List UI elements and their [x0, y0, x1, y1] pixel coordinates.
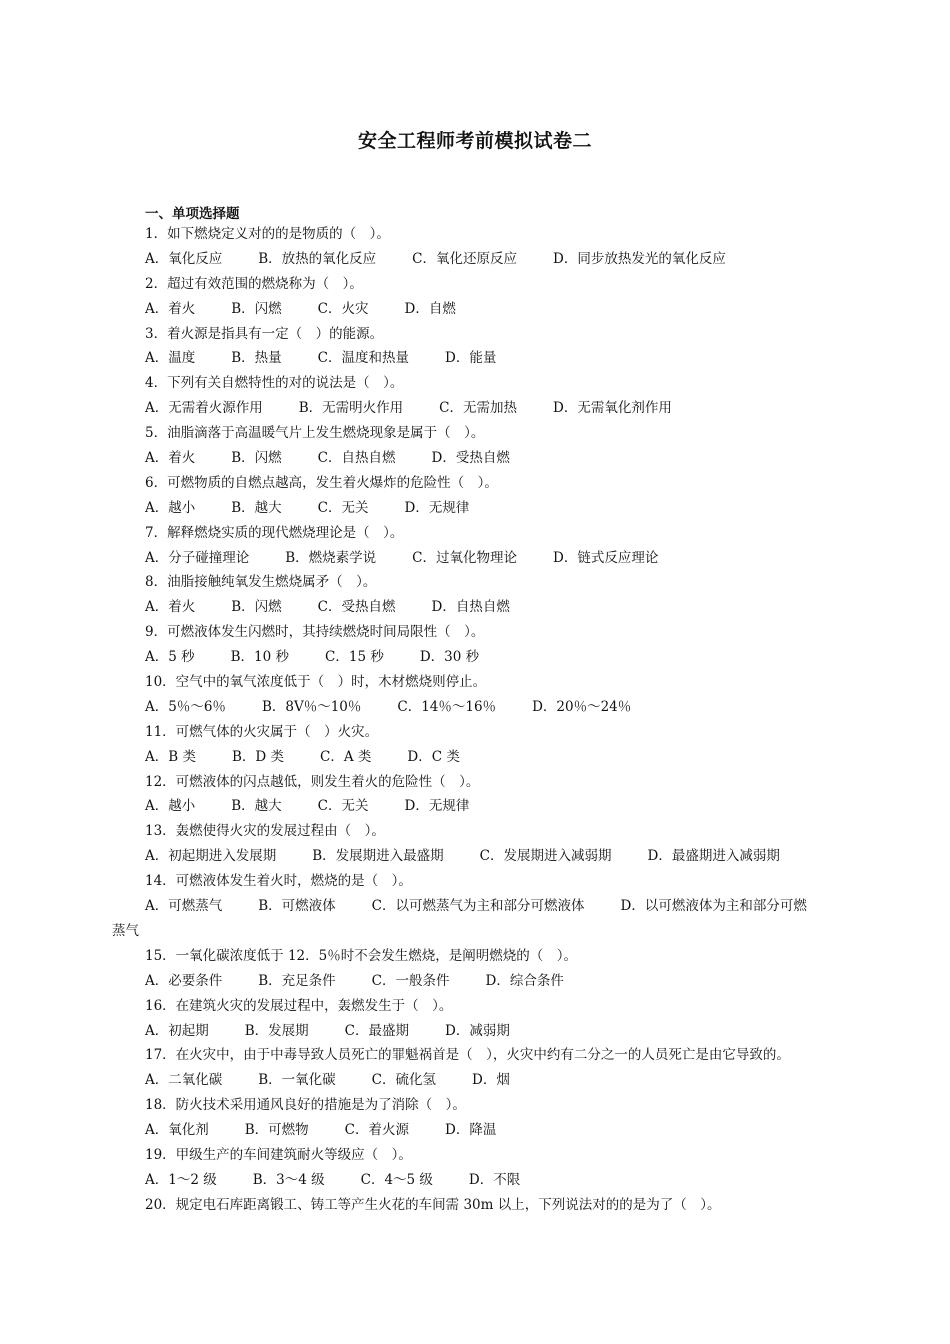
question-text: 17．在火灾中，由于中毒导致人员死亡的罪魁祸首是（ ），火灾中约有二分之一的人员死亡是由它导致的。	[145, 1047, 790, 1064]
option-item: B．放热的氧化反应	[258, 250, 377, 267]
options-row	[145, 1019, 845, 1044]
options-row	[145, 496, 845, 521]
question-text: 14．可燃液体发生着火时，燃烧的是（ ）。	[145, 873, 412, 890]
options-row	[145, 346, 845, 371]
options-row	[145, 297, 845, 322]
section-heading: 一、单项选择题	[145, 206, 240, 222]
option-item: D．无规律	[404, 798, 470, 815]
option-item: B．越大	[231, 798, 282, 815]
option-item: C．14％～16％	[397, 698, 497, 715]
option-continuation: 蒸气	[112, 922, 139, 939]
question-text: 19．甲级生产的车间建筑耐火等级应（ ）。	[145, 1146, 412, 1163]
option-item: C．15 秒	[325, 649, 384, 666]
option-item: C．硫化氢	[371, 1072, 437, 1089]
options-row	[145, 1118, 845, 1143]
option-item: D．不限	[468, 1171, 521, 1188]
option-item: A．初起期	[145, 1022, 209, 1039]
option-item: D．综合条件	[485, 972, 564, 989]
options-row	[145, 546, 845, 571]
option-item: C．4～5 级	[360, 1171, 433, 1188]
option-item: B．可燃物	[244, 1122, 309, 1139]
option-item: B．一氧化碳	[258, 1072, 336, 1089]
option-item: A．可燃蒸气	[145, 898, 223, 915]
option-item: C．温度和热量	[317, 350, 410, 367]
option-item: C．受热自燃	[317, 599, 396, 616]
option-item: A．必要条件	[145, 972, 223, 989]
question-text: 16．在建筑火灾的发展过程中，轰燃发生于（ ）。	[145, 997, 453, 1014]
question-text: 8．油脂接触纯氧发生燃烧属矛（ ）。	[145, 574, 377, 591]
option-item: C．A 类	[320, 748, 372, 765]
options-row	[145, 794, 845, 819]
options-row	[145, 695, 845, 720]
option-item: D．减弱期	[445, 1022, 510, 1039]
options-row	[145, 844, 845, 869]
option-item: A．二氧化碳	[145, 1072, 223, 1089]
option-item: C．自热自燃	[317, 450, 396, 467]
option-item: D．无需氧化剂作用	[553, 400, 672, 417]
option-item: D．同步放热发光的氧化反应	[553, 250, 726, 267]
options-row	[145, 1168, 845, 1193]
question-text: 20．规定电石库距离锻工、铸工等产生火花的车间需 30m 以上，下列说法对的的是为了（ ）。	[145, 1196, 721, 1213]
option-item: C．最盛期	[344, 1022, 410, 1039]
option-item: D．自热自燃	[431, 599, 510, 616]
option-item: B．发展期	[244, 1022, 309, 1039]
option-item: A．氧化反应	[145, 250, 223, 267]
options-row	[145, 645, 845, 670]
option-item: D．链式反应理论	[553, 549, 659, 566]
option-item: B．3～4 级	[252, 1171, 325, 1188]
option-item: C．着火源	[344, 1122, 410, 1139]
option-item: B．10 秒	[230, 649, 290, 666]
option-item: B．可燃液体	[258, 898, 336, 915]
options-row	[145, 894, 845, 919]
option-item: D．以可燃液体为主和部分可燃	[620, 898, 807, 915]
question-text: 9．可燃液体发生闪燃时，其持续燃烧时间局限性（ ）。	[145, 624, 485, 641]
option-item: B．闪燃	[231, 450, 282, 467]
options-row	[145, 446, 845, 471]
option-item: C．无关	[317, 499, 369, 516]
question-text: 10．空气中的氧气浓度低于（ ）时，木材燃烧则停止。	[145, 674, 487, 691]
option-item: A．温度	[145, 350, 196, 367]
option-item: B．发展期进入最盛期	[312, 848, 444, 865]
option-item: B．无需明火作用	[298, 400, 404, 417]
option-item: A．无需着火源作用	[145, 400, 263, 417]
question-text: 15．一氧化碳浓度低于 12．5％时不会发生燃烧，是阐明燃烧的（ ）。	[145, 947, 577, 964]
question-text: 1．如下燃烧定义对的的是物质的（ ）。	[145, 226, 390, 242]
option-item: A．越小	[145, 499, 196, 516]
option-item: C．一般条件	[371, 972, 450, 989]
options-row	[145, 1068, 845, 1093]
question-text: 6．可燃物质的自燃点越高，发生着火爆炸的危险性（ ）。	[145, 474, 498, 491]
option-item: B．闪燃	[231, 599, 282, 616]
option-item: B．越大	[231, 499, 282, 516]
option-item: A．1～2 级	[145, 1171, 217, 1188]
option-item: D．最盛期进入减弱期	[647, 848, 780, 865]
options-row	[145, 969, 845, 994]
options-row	[145, 396, 845, 421]
question-text: 5．油脂滴落于高温暖气片上发生燃烧现象是属于（ ）。	[145, 425, 485, 442]
option-item: A．着火	[145, 450, 196, 467]
option-item: B．充足条件	[258, 972, 336, 989]
option-item: A．着火	[145, 300, 196, 317]
question-text: 13．轰燃使得火灾的发展过程由（ ）。	[145, 823, 385, 840]
options-row	[145, 745, 845, 770]
option-item: B．D 类	[231, 748, 285, 765]
option-item: D．烟	[472, 1072, 510, 1089]
option-item: D．能量	[445, 350, 497, 367]
option-item: C．氧化还原反应	[412, 250, 518, 267]
option-item: C．无关	[317, 798, 369, 815]
option-item: A．B 类	[145, 748, 196, 765]
page-title: 安全工程师考前模拟试卷二	[357, 130, 592, 152]
option-item: A．分子碰撞理论	[145, 549, 250, 566]
option-item: B．8V％～10％	[261, 698, 362, 715]
option-item: C．火灾	[317, 300, 369, 317]
option-item: A．5％～6％	[145, 698, 226, 715]
option-item: C．过氧化物理论	[412, 549, 518, 566]
option-item: D．降温	[445, 1122, 497, 1139]
option-item: A．初起期进入发展期	[145, 848, 277, 865]
option-item: C．以可燃蒸气为主和部分可燃液体	[371, 898, 585, 915]
option-item: C．发展期进入减弱期	[479, 848, 612, 865]
option-item: A．越小	[145, 798, 196, 815]
options-row	[145, 595, 845, 620]
option-item: B．燃烧素学说	[285, 549, 377, 566]
option-item: A．氧化剂	[145, 1122, 209, 1139]
option-item: D．自燃	[404, 300, 456, 317]
option-item: B．闪燃	[231, 300, 282, 317]
option-item: C．无需加热	[439, 400, 518, 417]
question-text: 3．着火源是指具有一定（ ）的能源。	[145, 325, 384, 342]
option-item: D．20％～24％	[532, 698, 632, 715]
option-item: B．热量	[231, 350, 282, 367]
question-text: 4．下列有关自燃特性的对的说法是（ ）。	[145, 375, 404, 392]
option-item: A．5 秒	[145, 649, 195, 666]
option-item: D．C 类	[407, 748, 460, 765]
option-item: D．受热自燃	[431, 450, 510, 467]
option-item: A．着火	[145, 599, 196, 616]
question-text: 11．可燃气体的火灾属于（ ）火灾。	[145, 723, 379, 740]
options-row	[145, 247, 845, 272]
question-text: 2．超过有效范围的燃烧称为（ ）。	[145, 275, 363, 292]
question-list	[112, 222, 845, 1218]
option-item: D．无规律	[404, 499, 470, 516]
question-text: 18．防火技术采用通风良好的措施是为了消除（ ）。	[145, 1097, 466, 1114]
question-text: 12．可燃液体的闪点越低，则发生着火的危险性（ ）。	[145, 773, 480, 790]
question-text: 7．解释燃烧实质的现代燃烧理论是（ ）。	[145, 524, 404, 541]
option-item: D．30 秒	[419, 649, 480, 666]
